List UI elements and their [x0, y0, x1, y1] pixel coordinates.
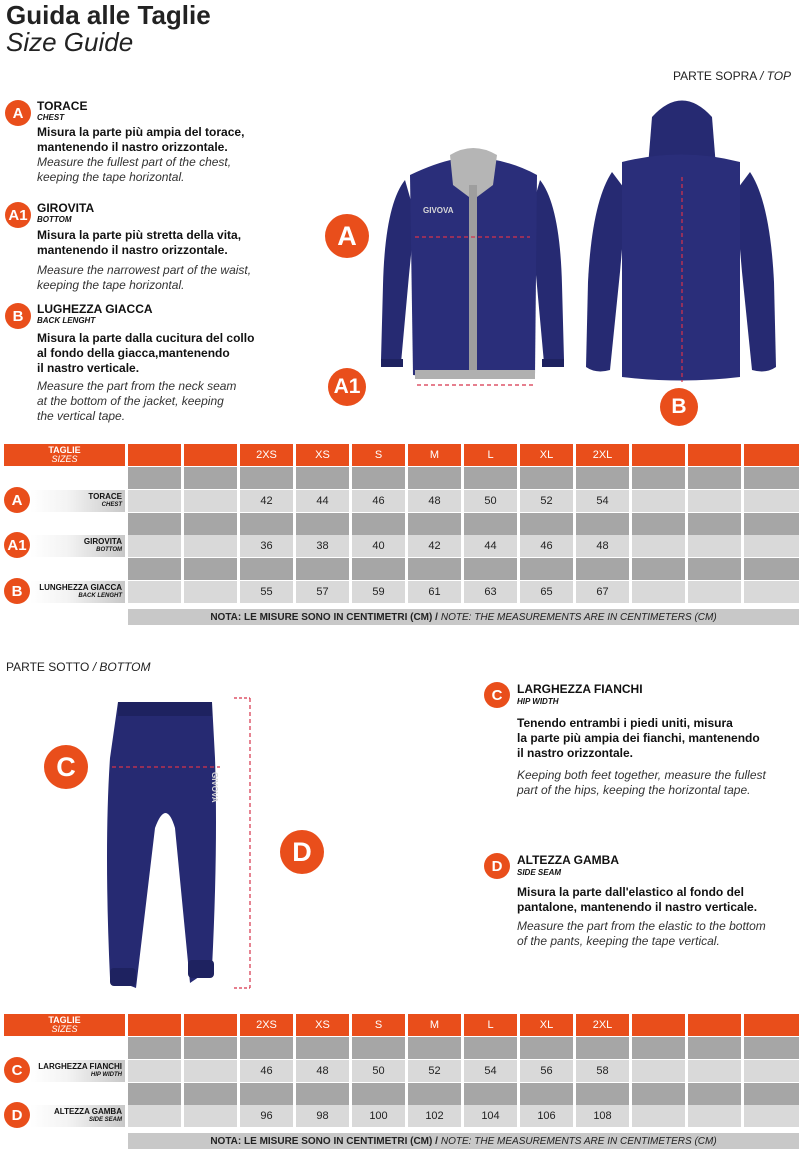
- value-cell: 96: [240, 1105, 293, 1127]
- row-badge-b: B: [4, 578, 30, 604]
- row-label-en: BACK LENGHT: [78, 593, 122, 599]
- blank-cell: [128, 1105, 181, 1127]
- size-header-2xs: 2XS: [240, 444, 293, 466]
- measure-desc-it: mantenendo il nastro orizzontale.: [37, 140, 228, 154]
- note-italic: NOTE: THE MEASUREMENTS ARE IN CENTIMETERS (CM): [440, 1135, 717, 1147]
- row-label-en: CHEST: [101, 502, 122, 508]
- measure-desc-it: mantenendo il nastro orizzontale.: [37, 243, 228, 257]
- pants-illustration: [100, 698, 230, 998]
- measure-desc-it: Misura la parte dall'elastico al fondo del: [517, 885, 744, 899]
- blank-cell: [744, 490, 799, 512]
- value-cell: 44: [464, 535, 517, 557]
- value-cell: 46: [520, 535, 573, 557]
- value-cell: 58: [576, 1060, 629, 1082]
- blank-cell: [128, 535, 181, 557]
- row-label: [30, 535, 125, 557]
- row-badge-c: C: [4, 1057, 30, 1083]
- value-cell: 67: [576, 581, 629, 603]
- header-blank-cell: [632, 1014, 685, 1036]
- measure-title: GIROVITA: [37, 201, 95, 215]
- row-label: [30, 581, 125, 603]
- size-header-s: S: [352, 1014, 405, 1036]
- note-bold: NOTA: LE MISURE SONO IN CENTIMETRI (CM) /: [210, 1135, 438, 1147]
- measurement-note: [128, 609, 799, 625]
- badge-b: B: [5, 303, 31, 329]
- blank-cell: [688, 490, 741, 512]
- measure-desc-en: Measure the part from the elastic to the bottom: [517, 919, 766, 933]
- blank-cell: [688, 1105, 741, 1127]
- header-blank-cell: [688, 1014, 741, 1036]
- size-header-2xl: 2XL: [576, 1014, 629, 1036]
- value-cell: 106: [520, 1105, 573, 1127]
- blank-cell: [632, 1105, 685, 1127]
- blank-cell: [632, 535, 685, 557]
- header-blank-cell: [688, 444, 741, 466]
- size-header-xs: XS: [296, 1014, 349, 1036]
- value-cell: 38: [296, 535, 349, 557]
- blank-cell: [128, 490, 181, 512]
- measure-desc-it: il nastro orizzontale.: [517, 746, 634, 760]
- blank-cell: [184, 1060, 237, 1082]
- row-label-en: BOTTOM: [96, 547, 122, 553]
- blank-cell: [128, 1060, 181, 1082]
- measure-desc-en: Measure the part from the neck seam: [37, 379, 237, 393]
- blank-cell: [688, 581, 741, 603]
- measure-desc-en: Measure the narrowest part of the waist,: [37, 263, 252, 277]
- blank-cell: [688, 1060, 741, 1082]
- header-blank-cell: [744, 444, 799, 466]
- size-header-2xs: 2XS: [240, 1014, 293, 1036]
- sizes-header-label: TAGLIE: [48, 1015, 81, 1025]
- row-label: [30, 1060, 125, 1082]
- value-cell: 57: [296, 581, 349, 603]
- row-label-it: LARGHEZZA FIANCHI: [38, 1062, 122, 1071]
- row-badge-d: D: [4, 1102, 30, 1128]
- row-badge-a: A: [4, 487, 30, 513]
- row-label-it: ALTEZZA GAMBA: [54, 1107, 122, 1116]
- measure-desc-en: the vertical tape.: [37, 409, 126, 423]
- value-cell: 98: [296, 1105, 349, 1127]
- blank-cell: [744, 535, 799, 557]
- row-label: [30, 1105, 125, 1127]
- size-header-l: L: [464, 444, 517, 466]
- measure-subtitle: SIDE SEAM: [517, 868, 562, 877]
- bottom-section-label-it: PARTE SOTTO: [6, 660, 90, 674]
- value-cell: 52: [520, 490, 573, 512]
- diagram-badge-a: A: [325, 214, 369, 258]
- value-cell: 59: [352, 581, 405, 603]
- size-header-m: M: [408, 444, 461, 466]
- size-header-m: M: [408, 1014, 461, 1036]
- measure-desc-it: al fondo della giacca,mantenendo: [37, 346, 230, 360]
- badge-a: A: [5, 100, 31, 126]
- header-blank-cell: [632, 444, 685, 466]
- value-cell: 48: [576, 535, 629, 557]
- value-cell: 61: [408, 581, 461, 603]
- page-title: Guida alle Taglie: [6, 0, 211, 30]
- blank-cell: [744, 1105, 799, 1127]
- diagram-badge-d: D: [280, 830, 324, 874]
- measure-subtitle: BOTTOM: [37, 215, 72, 224]
- measure-title: LUGHEZZA GIACCA: [37, 302, 153, 316]
- value-cell: 52: [408, 1060, 461, 1082]
- measure-title: TORACE: [37, 99, 88, 113]
- measure-desc-en: part of the hips, keeping the horizontal tape.: [517, 783, 751, 797]
- measure-desc-en: keeping the tape horizontal.: [37, 278, 185, 292]
- top-section-label-en: / TOP: [759, 69, 792, 83]
- value-cell: 46: [240, 1060, 293, 1082]
- value-cell: 56: [520, 1060, 573, 1082]
- header-blank-cell: [128, 444, 181, 466]
- row-label: [30, 490, 125, 512]
- value-cell: 54: [464, 1060, 517, 1082]
- diagram-badge-a1: A1: [328, 368, 366, 406]
- row-label-en: HIP WIDTH: [90, 1072, 122, 1078]
- blank-cell: [632, 581, 685, 603]
- badge-c: C: [484, 682, 510, 708]
- value-cell: 63: [464, 581, 517, 603]
- bottom-section-label: [6, 660, 150, 674]
- row-label-it: GIROVITA: [83, 537, 122, 546]
- measure-desc-it: la parte più ampia dei fianchi, mantenendo: [517, 731, 760, 745]
- header-blank-cell: [184, 444, 237, 466]
- measure-desc-en: at the bottom of the jacket, keeping: [37, 394, 224, 408]
- header-blank-cell: [184, 1014, 237, 1036]
- measure-desc-en: of the pants, keeping the tape vertical.: [517, 934, 720, 948]
- value-cell: 40: [352, 535, 405, 557]
- value-cell: 65: [520, 581, 573, 603]
- blank-cell: [632, 490, 685, 512]
- measure-title: ALTEZZA GAMBA: [517, 853, 619, 867]
- value-cell: 42: [408, 535, 461, 557]
- pants-brand-logo: GIVOVA: [210, 772, 219, 803]
- measurement-note: [128, 1133, 799, 1149]
- sizes-header-label: TAGLIE: [48, 445, 81, 455]
- top-section-label: [673, 69, 791, 83]
- bottom-section-label-en: / BOTTOM: [92, 660, 151, 674]
- value-cell: 50: [464, 490, 517, 512]
- header-blank-cell: [128, 1014, 181, 1036]
- blank-cell: [184, 535, 237, 557]
- measure-desc-it: il nastro verticale.: [37, 361, 140, 375]
- sizes-header-label-en: SIZES: [51, 1024, 78, 1034]
- diagram-badge-b: B: [660, 388, 698, 426]
- measure-desc-it: Tenendo entrambi i piedi uniti, misura: [517, 716, 733, 730]
- badge-d: D: [484, 853, 510, 879]
- side-seam-measure-line: [230, 696, 254, 992]
- size-header-s: S: [352, 444, 405, 466]
- page-subtitle: Size Guide: [6, 27, 134, 57]
- value-cell: 46: [352, 490, 405, 512]
- measure-desc-en: keeping the tape horizontal.: [37, 170, 185, 184]
- measure-desc-it: Misura la parte più ampia del torace,: [37, 125, 245, 139]
- value-cell: 42: [240, 490, 293, 512]
- row-badge-a1: A1: [4, 532, 30, 558]
- value-cell: 48: [408, 490, 461, 512]
- size-header-xl: XL: [520, 444, 573, 466]
- blank-cell: [184, 1105, 237, 1127]
- note-bold: NOTA: LE MISURE SONO IN CENTIMETRI (CM) /: [210, 611, 438, 623]
- blank-cell: [688, 535, 741, 557]
- measure-desc-it: Misura la parte più stretta della vita,: [37, 228, 242, 242]
- value-cell: 48: [296, 1060, 349, 1082]
- value-cell: 108: [576, 1105, 629, 1127]
- measure-subtitle: HIP WIDTH: [517, 697, 559, 706]
- value-cell: 104: [464, 1105, 517, 1127]
- size-header-l: L: [464, 1014, 517, 1036]
- blank-cell: [184, 490, 237, 512]
- badge-a1: A1: [5, 202, 31, 228]
- row-label-en: SIDE SEAM: [88, 1117, 122, 1123]
- value-cell: 36: [240, 535, 293, 557]
- blank-cell: [128, 581, 181, 603]
- jacket-front-illustration: [375, 145, 570, 395]
- value-cell: 44: [296, 490, 349, 512]
- measure-title: LARGHEZZA FIANCHI: [517, 682, 643, 696]
- row-label-it: TORACE: [88, 492, 122, 501]
- jacket-back-illustration: [582, 92, 780, 387]
- blank-cell: [184, 581, 237, 603]
- measure-desc-it: pantalone, mantenendo il nastro verticale.: [517, 900, 758, 914]
- sizes-header-label-en: SIZES: [51, 454, 78, 464]
- note-italic: NOTE: THE MEASUREMENTS ARE IN CENTIMETERS (CM): [440, 611, 717, 623]
- row-label-it: LUNGHEZZA GIACCA: [39, 583, 122, 592]
- measure-desc-it: Misura la parte dalla cucitura del collo: [37, 331, 255, 345]
- jacket-brand-logo: GIVOVA: [423, 206, 454, 215]
- size-header-2xl: 2XL: [576, 444, 629, 466]
- diagram-badge-c: C: [44, 745, 88, 789]
- measure-desc-en: Measure the fullest part of the chest,: [37, 155, 232, 169]
- measure-subtitle: BACK LENGHT: [37, 316, 96, 325]
- size-header-xl: XL: [520, 1014, 573, 1036]
- top-section-label-it: PARTE SOPRA: [673, 69, 757, 83]
- value-cell: 50: [352, 1060, 405, 1082]
- blank-cell: [744, 1060, 799, 1082]
- measure-desc-en: Keeping both feet together, measure the fullest: [517, 768, 766, 782]
- size-header-xs: XS: [296, 444, 349, 466]
- blank-cell: [632, 1060, 685, 1082]
- sizes-header: [4, 1014, 125, 1036]
- measure-subtitle: CHEST: [37, 113, 65, 122]
- header-blank-cell: [744, 1014, 799, 1036]
- sizes-header: [4, 444, 125, 466]
- value-cell: 102: [408, 1105, 461, 1127]
- blank-cell: [744, 581, 799, 603]
- value-cell: 55: [240, 581, 293, 603]
- value-cell: 54: [576, 490, 629, 512]
- value-cell: 100: [352, 1105, 405, 1127]
